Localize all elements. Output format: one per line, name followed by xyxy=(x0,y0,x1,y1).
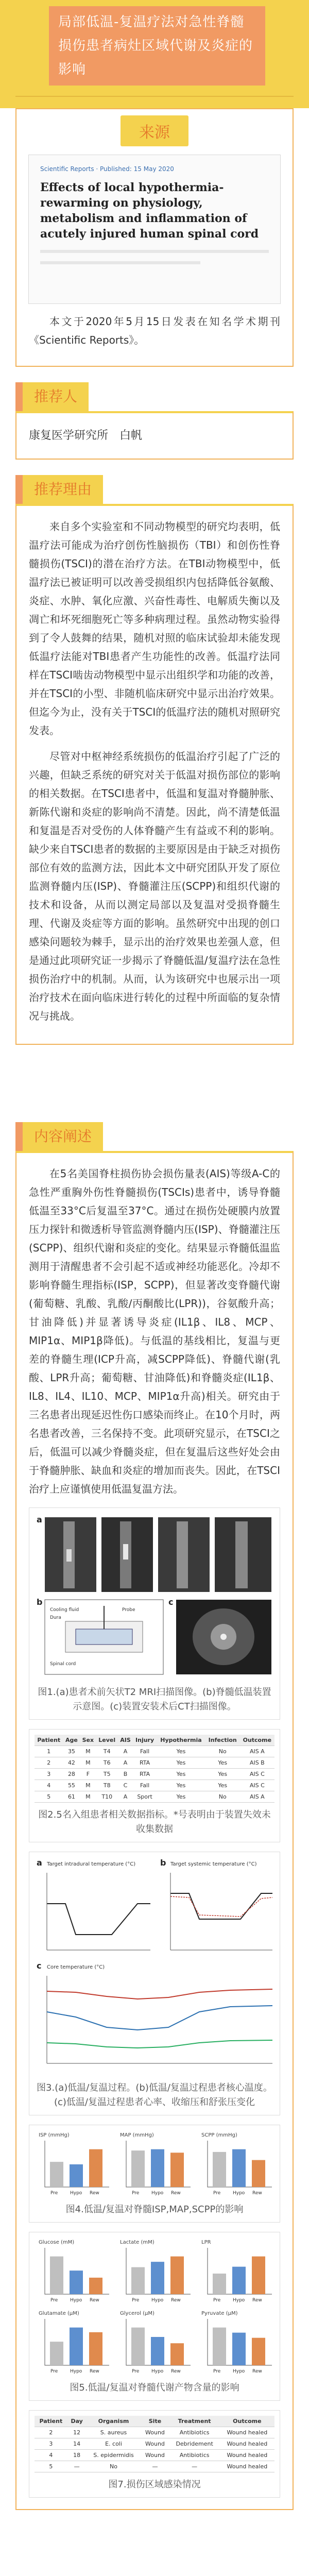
source-description: 本文于2020年5月15日发表在知名学术期刊《Scientific Reports》。 xyxy=(29,315,280,346)
table-header: Organism xyxy=(87,2416,141,2427)
tick-label: Pre xyxy=(50,2298,58,2303)
chart-title: Glutamate (µM) xyxy=(39,2311,79,2316)
table-cell: AIS C xyxy=(240,1769,274,1780)
table-cell: S. epidermidis xyxy=(87,2450,141,2461)
mini-chart xyxy=(116,2130,193,2197)
tick-label: Hypo xyxy=(233,2191,245,2196)
chart-title: ISP (mmHg) xyxy=(39,2132,70,2138)
header-divider xyxy=(15,96,294,97)
table-cell: 4 xyxy=(35,1780,63,1791)
table-header: Patient xyxy=(35,1735,63,1746)
svg-text:Core temperature (°C): Core temperature (°C) xyxy=(47,1964,105,1970)
table-cell: M xyxy=(80,1780,96,1791)
table-header-row xyxy=(35,1735,274,1746)
table-cell: M xyxy=(80,1791,96,1803)
figure-5 xyxy=(29,2232,280,2401)
table-cell: Sport xyxy=(133,1791,157,1803)
figure-1 xyxy=(29,1507,280,1720)
tick-label: Rew xyxy=(90,2191,99,2196)
tick-label: Hypo xyxy=(151,2298,164,2303)
bar xyxy=(232,2267,246,2294)
bar xyxy=(89,2278,102,2294)
table-row xyxy=(35,1791,274,1803)
bar xyxy=(70,2328,83,2365)
table-cell: A xyxy=(118,1746,133,1757)
bar xyxy=(151,2149,164,2187)
table-cell: No xyxy=(205,1746,240,1757)
table-cell: E. coli xyxy=(87,2438,141,2450)
bar xyxy=(151,2337,164,2365)
mini-chart xyxy=(197,2309,274,2376)
table-cell: Yes xyxy=(205,1757,240,1769)
source-tab-label: 来源 xyxy=(121,115,188,146)
table-cell: M xyxy=(80,1746,96,1757)
bar xyxy=(89,2332,102,2365)
tick-label: Pre xyxy=(50,2369,58,2374)
panel-label: a xyxy=(37,1515,42,1524)
figure-2 xyxy=(29,1729,280,1842)
tick-label: Hypo xyxy=(233,2369,245,2374)
table-cell: T4 xyxy=(96,1746,118,1757)
table-header: Sex xyxy=(80,1735,96,1746)
tick-label: Rew xyxy=(252,2298,262,2303)
paper-meta: Scientific Reports · Published: 15 May 2020 xyxy=(40,165,174,173)
table-cell: Wound healed xyxy=(220,2427,274,2438)
table-cell: AIS A xyxy=(240,1746,274,1757)
content-section xyxy=(15,1122,294,2510)
table-header: Age xyxy=(63,1735,80,1746)
mini-chart xyxy=(35,2309,112,2376)
table-cell: M xyxy=(80,1757,96,1769)
mini-chart xyxy=(35,2130,112,2197)
bar xyxy=(70,2270,83,2294)
tick-label: Pre xyxy=(213,2298,221,2303)
table-cell: Wound healed xyxy=(220,2438,274,2450)
table-cell: AIS C xyxy=(240,1780,274,1791)
table-row xyxy=(35,1746,274,1757)
bar xyxy=(213,2274,226,2294)
table-header: Day xyxy=(67,2416,87,2427)
table-header: Hypothermia xyxy=(157,1735,205,1746)
page-bottom-spacer xyxy=(0,2510,309,2541)
bar xyxy=(50,2257,63,2294)
chart-title: Glucose (mM) xyxy=(39,2240,75,2245)
table-cell: No xyxy=(87,2461,141,2472)
table-cell: Wound healed xyxy=(220,2461,274,2472)
table-row xyxy=(35,2450,274,2461)
paper-author-line xyxy=(40,261,200,264)
table-cell: Debridement xyxy=(169,2438,219,2450)
table-header: Site xyxy=(141,2416,169,2427)
table-header: Treatment xyxy=(169,2416,219,2427)
source-tab xyxy=(16,109,293,149)
mini-chart xyxy=(35,2238,112,2304)
tick-label: Rew xyxy=(171,2369,181,2374)
reason-body xyxy=(15,504,294,1045)
table-cell: 4 xyxy=(35,2450,67,2461)
chart-title: Glycerol (µM) xyxy=(120,2311,154,2316)
section-accent-bar xyxy=(15,1122,23,1151)
bar xyxy=(252,2160,265,2187)
table-header-row xyxy=(35,2416,274,2427)
bar xyxy=(213,2328,226,2365)
figure-7 xyxy=(29,2410,280,2498)
mini-chart xyxy=(116,2238,193,2304)
table-cell: AIS B xyxy=(240,1757,274,1769)
bar xyxy=(170,2343,184,2365)
panel-label: b xyxy=(37,1597,43,1607)
table-cell: Yes xyxy=(157,1780,205,1791)
table-cell: 2 xyxy=(35,1757,63,1769)
table-row xyxy=(35,2427,274,2438)
recommender-section xyxy=(15,382,294,460)
table-cell: Antibiotics xyxy=(169,2450,219,2461)
table-cell: 61 xyxy=(63,1791,80,1803)
svg-text:Target intradural temperature: Target intradural temperature (°C) xyxy=(47,1861,136,1867)
table-cell: Wound xyxy=(141,2427,169,2438)
tick-label: Pre xyxy=(132,2298,140,2303)
table-cell: 35 xyxy=(63,1746,80,1757)
tick-label: Pre xyxy=(132,2369,140,2374)
mini-chart xyxy=(197,2130,274,2197)
tick-label: Pre xyxy=(213,2191,221,2196)
svg-text:Dura: Dura xyxy=(50,1615,61,1620)
chart-title: MAP (mmHg) xyxy=(120,2132,154,2138)
mini-chart xyxy=(197,2238,274,2304)
table-cell: 55 xyxy=(63,1780,80,1791)
table-cell: Wound healed xyxy=(220,2450,274,2461)
table-cell: 3 xyxy=(35,1769,63,1780)
svg-text:b: b xyxy=(160,1858,166,1868)
figure-7-caption: 图7.损伤区域感染情况 xyxy=(108,2479,201,2490)
figure-3 xyxy=(29,1852,280,2115)
patient-table xyxy=(35,1735,274,1803)
header-band xyxy=(0,0,309,108)
chart-title: LPR xyxy=(201,2240,211,2245)
recommender-body xyxy=(15,411,294,460)
tick-label: Hypo xyxy=(70,2298,82,2303)
svg-text:Cooling fluid: Cooling fluid xyxy=(50,1607,79,1613)
tick-label: Rew xyxy=(90,2298,99,2303)
svg-text:a: a xyxy=(37,1858,42,1868)
table-cell: Yes xyxy=(157,1757,205,1769)
table-header: Injury xyxy=(133,1735,157,1746)
table-row xyxy=(35,1769,274,1780)
table-cell: 3 xyxy=(35,2438,67,2450)
recommender-label: 推荐人 xyxy=(23,382,89,411)
svg-text:c: c xyxy=(37,1961,42,1971)
table-cell: 12 xyxy=(67,2427,87,2438)
figure-4 xyxy=(29,2125,280,2223)
source-panel xyxy=(15,108,294,367)
bar xyxy=(213,2152,226,2187)
reason-label: 推荐理由 xyxy=(23,475,103,504)
table-row xyxy=(35,1757,274,1769)
bar xyxy=(131,2150,145,2187)
tick-label: Rew xyxy=(171,2298,181,2303)
svg-text:Spinal cord: Spinal cord xyxy=(50,1662,76,1667)
section-accent-bar xyxy=(15,475,23,504)
table-row xyxy=(35,2461,274,2472)
table-cell: 2 xyxy=(35,2427,67,2438)
table-cell: RTA xyxy=(133,1769,157,1780)
figure-3-caption: 图3.(a)低温/复温过程。(b)低温/复温过程患者核心温度。(c)低温/复温过程患者心率、收缩压和舒张压变化 xyxy=(37,2082,272,2108)
table-header: Patient xyxy=(35,2416,67,2427)
tick-label: Rew xyxy=(90,2369,99,2374)
bar xyxy=(252,2257,265,2294)
table-cell: C xyxy=(118,1780,133,1791)
content-label: 内容阐述 xyxy=(23,1122,103,1151)
bar xyxy=(170,2257,184,2294)
table-cell: — xyxy=(141,2461,169,2472)
table-cell: No xyxy=(205,1791,240,1803)
article-title: 局部低温-复温疗法对急性脊髓损伤患者病灶区域代谢及炎症的影响 xyxy=(49,6,265,86)
tick-label: Hypo xyxy=(151,2191,164,2196)
table-cell: Yes xyxy=(157,1746,205,1757)
table-cell: F xyxy=(80,1769,96,1780)
tick-label: Hypo xyxy=(233,2298,245,2303)
table-cell: AIS A xyxy=(240,1791,274,1803)
figure-4-caption: 图4.低温/复温对脊髓ISP,MAP,SCPP的影响 xyxy=(65,2204,244,2215)
table-cell: Antibiotics xyxy=(169,2427,219,2438)
bar xyxy=(232,2333,246,2365)
table-cell: 28 xyxy=(63,1769,80,1780)
content-paragraph: 在5名美国脊柱损伤协会损伤量表(AIS)等级A-C的急性严重胸外伤性脊髓损伤(TSCIs)患者中，诱导脊髓低温至33°C后复温至37°C。通过在损伤处硬膜内放置压力探针和微透析导管监测脊髓内压(ISP)、脊髓灌注压(SCPP)、组织代谢和炎症的变化。结果显示脊髓低温监测用于清醒患者不会引起不适或神经功能恶化。冷却不影响脊髓生理指标(ISP，SCPP)，但显著改变脊髓代谢(葡萄糖、乳酸、乳酸/丙酮酸比(LPR))，谷氨酸升高；甘油降低)并显著诱导炎症(IL1β、IL8、MCP、MIP1α、MIP1β降低)。与低温的基线相比，复温与更差的脊髓生理(ICP升高，减SCPP降低)、脊髓代谢(乳酸、LPR升高；葡萄糖、甘油降低)和脊髓炎症(IL1β、IL8、IL4、IL10、MCP、MIP1α升高)相关。研究由于三名患者出现延迟性伤口感染而终止。在10个月时，两名患者改善，三名保持不变。此项研究显示，在TSCI之后，低温可以减少脊髓炎症，但在复温后这些好处会由于脊髓肿胀、缺血和炎症的增加而丧失。因此，在TSCI治疗上应谨慎使用低温复温方法。 xyxy=(29,1167,280,1495)
figure-2-caption: 图2.5名入组患者相关数据指标。*号表明由于装置失效未收集数据 xyxy=(38,1809,271,1835)
tick-label: Pre xyxy=(213,2369,221,2374)
tick-label: Hypo xyxy=(70,2369,82,2374)
table-cell: — xyxy=(67,2461,87,2472)
table-header: Infection xyxy=(205,1735,240,1746)
tick-label: Rew xyxy=(171,2191,181,2196)
table-header: AIS xyxy=(118,1735,133,1746)
table-cell: Fall xyxy=(133,1746,157,1757)
figure-1-caption: 图1.(a)患者术前矢状T2 MRI扫描图像。(b)脊髓低温装置示意图。(c)装置安装术后CT扫描图像。 xyxy=(38,1687,271,1712)
chart-title: Lactate (mM) xyxy=(120,2240,154,2245)
table-row xyxy=(35,2438,274,2450)
bar xyxy=(50,2162,63,2187)
chart-title: SCPP (mmHg) xyxy=(201,2132,237,2138)
table-row xyxy=(35,1780,274,1791)
bar xyxy=(252,2338,265,2365)
reason-paragraph: 来自多个实验室和不同动物模型的研究均表明，低温疗法可能成为治疗创伤性脑损伤（TBI）和创伤性脊髓损伤(TSCI)的潜在治疗方法。在TBI动物模型中，低温疗法已被证明可以改善受损组织内包括降低谷氨酸、炎症、水肿、氧化应激、兴奋性毒性、电解质失衡以及凋亡和坏死细胞死亡等多种病理过程。虽然动物实验得到了令人鼓舞的结果，随机对照的临床试验却未能发现低温疗法能对TBI患者产生功能性的改善。低温疗法同样在TSCI啮齿动物模型中显示出组织学和功能的改善，并在TSCI的小型、非随机临床研究中显示出治疗效果。但迄今为止，没有关于TSCI的低温疗法的随机对照研究发表。 xyxy=(29,520,280,737)
chart-title: Pyruvate (µM) xyxy=(201,2311,238,2316)
table-cell: S. aureus xyxy=(87,2427,141,2438)
tick-label: Pre xyxy=(50,2191,58,2196)
table-cell: A xyxy=(118,1757,133,1769)
table-header: Outcome xyxy=(240,1735,274,1746)
table-cell: 18 xyxy=(67,2450,87,2461)
tick-label: Rew xyxy=(252,2369,262,2374)
tick-label: Rew xyxy=(252,2191,262,2196)
tick-label: Hypo xyxy=(151,2369,164,2374)
figure-1-image xyxy=(35,1513,276,1678)
section-accent-bar xyxy=(15,382,23,411)
bar xyxy=(151,2262,164,2294)
table-cell: Yes xyxy=(205,1780,240,1791)
figure-5-caption: 图5.低温/复温对脊髓代谢产物含量的影响 xyxy=(70,2382,239,2393)
mini-chart xyxy=(116,2309,193,2376)
recommender-name: 康复医学研究所 白帆 xyxy=(29,429,143,442)
table-cell: 5 xyxy=(35,2461,67,2472)
table-cell: T5 xyxy=(96,1769,118,1780)
table-header: Outcome xyxy=(220,2416,274,2427)
content-header xyxy=(15,1122,294,1151)
reason-header xyxy=(15,475,294,504)
table-cell: Yes xyxy=(157,1791,205,1803)
bar xyxy=(131,2328,145,2365)
paper-author-line xyxy=(40,250,269,253)
figure-3-image xyxy=(35,1857,276,2074)
table-cell: — xyxy=(169,2461,219,2472)
content-body xyxy=(15,1151,294,2510)
table-cell: 1 xyxy=(35,1746,63,1757)
paper-screenshot xyxy=(28,155,281,304)
bar xyxy=(50,2342,63,2365)
table-cell: Fall xyxy=(133,1780,157,1791)
table-cell: T6 xyxy=(96,1757,118,1769)
reason-paragraph: 尽管对中枢神经系统损伤的低温治疗引起了广泛的兴趣，但缺乏系统的研究对关于低温对损伤部位的影响的相关数据。在TSCI患者中，低温和复温对脊髓肿胀、新陈代谢和炎症的影响尚不清楚。因此，尚不清楚低温和复温是否对受伤的人体脊髓产生有益或不利的影响。缺少来自TSCI患者的数据的主要原因是由于缺乏对损伤部位有效的监测方法，因此本文中研究团队开发了原位监测脊髓内压(ISP)、脊髓灌注压(SCPP)和组织代谢的技术和设备，从而以测定局部以及复温对受损脊髓生理、代谢及炎症等方面的影响。虽然研究中出现的创口感染问题较为棘手，显示出的治疗效果也差强人意，但是通过此项研究证一步揭示了脊髓低温/复温疗法在急性损伤治疗中的机制。从而，认为该研究中也展示出一项治疗技术在面向临床进行转化的过程中所面临的复杂情况与挑战。 xyxy=(29,750,280,1022)
panel-label: c xyxy=(168,1597,174,1607)
table-cell: Yes xyxy=(205,1769,240,1780)
table-cell: T10 xyxy=(96,1791,118,1803)
svg-text:Target systemic temperature (°: Target systemic temperature (°C) xyxy=(170,1861,257,1867)
table-cell: 42 xyxy=(63,1757,80,1769)
table-cell: RTA xyxy=(133,1757,157,1769)
bar xyxy=(131,2267,145,2294)
table-cell: Wound xyxy=(141,2438,169,2450)
table-cell: Yes xyxy=(157,1769,205,1780)
table-header: Level xyxy=(96,1735,118,1746)
recommender-header xyxy=(15,382,294,411)
table-cell: B xyxy=(118,1769,133,1780)
table-cell: A xyxy=(118,1791,133,1803)
table-cell: T8 xyxy=(96,1780,118,1791)
reason-section xyxy=(15,475,294,1045)
svg-text:Probe: Probe xyxy=(122,1607,135,1613)
table-cell: 14 xyxy=(67,2438,87,2450)
table-cell: 5 xyxy=(35,1791,63,1803)
bar xyxy=(232,2149,246,2187)
paper-title: Effects of local hypothermia-rewarming on physiology, metabolism and inflammation of acutely injured human spinal cord xyxy=(40,181,259,241)
bar xyxy=(70,2164,83,2187)
infection-table xyxy=(35,2416,274,2472)
tick-label: Pre xyxy=(132,2191,140,2196)
bar xyxy=(170,2153,184,2187)
bar xyxy=(89,2149,102,2187)
table-cell: Wound xyxy=(141,2450,169,2461)
tick-label: Hypo xyxy=(70,2191,82,2196)
